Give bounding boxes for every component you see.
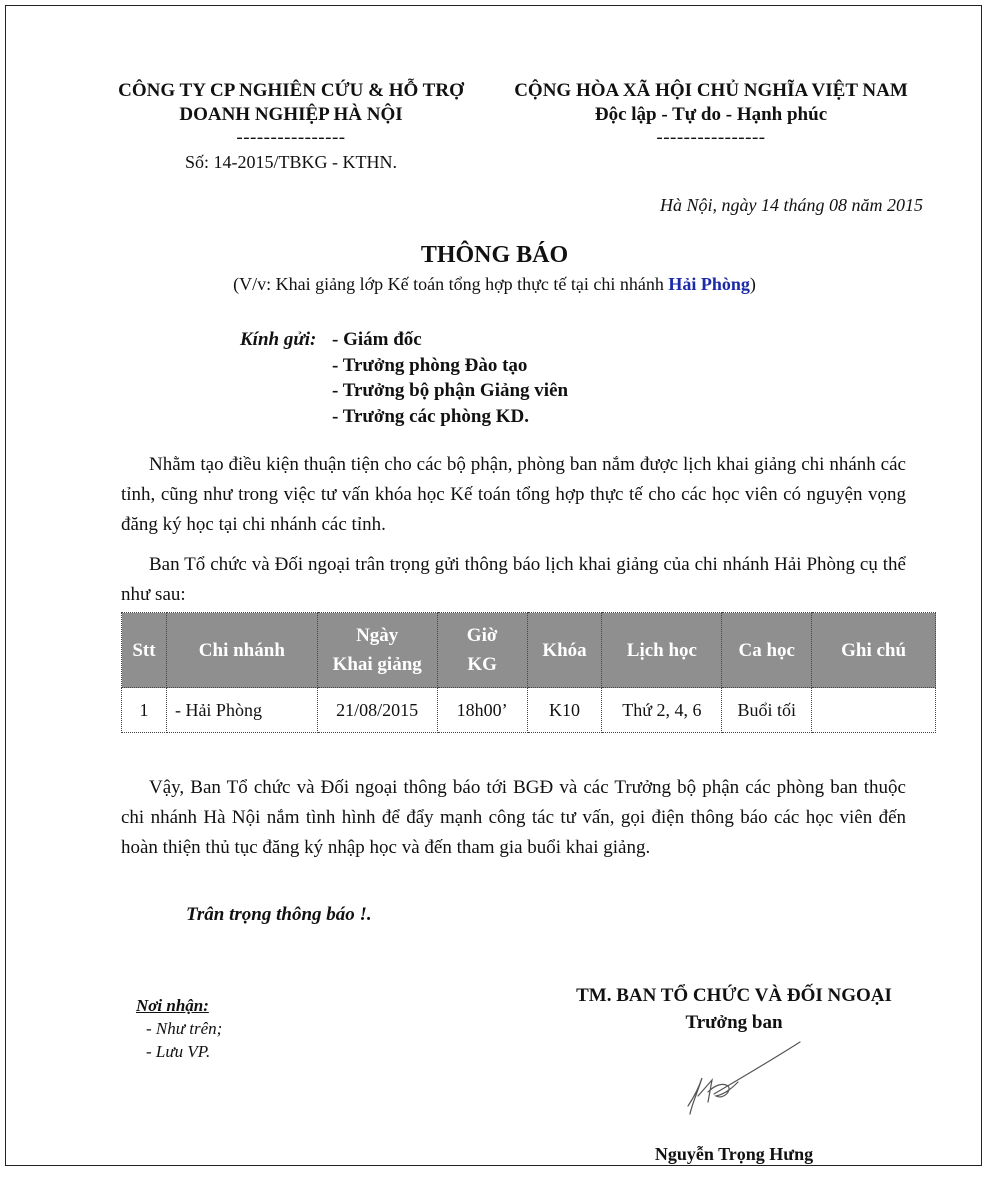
cell-start-date: 21/08/2015 (317, 688, 437, 733)
recipient-item: - Giám đốc (332, 329, 422, 350)
document-subtitle (6, 274, 983, 295)
company-name-line1: CÔNG TY CP NGHIÊN CỨU & HỖ TRỢ (118, 80, 464, 101)
cell-schedule: Thứ 2, 4, 6 (602, 688, 722, 733)
paragraph-text: Ban Tổ chức và Đối ngoại trân trọng gửi thông báo lịch khai giảng của chi nhánh Hải Phòng cụ thể như sau: (121, 554, 906, 605)
signature-title-block (544, 982, 924, 1036)
col-header-time (437, 613, 527, 688)
document-title: THÔNG BÁO (420, 242, 569, 268)
header-line: KG (467, 654, 497, 675)
company-header (101, 79, 481, 175)
cell-note (812, 688, 936, 733)
date-line: Hà Nội, ngày 14 tháng 08 năm 2015 (660, 195, 923, 215)
table-header-row (122, 613, 936, 688)
closing-line: Trân trọng thông báo !. (186, 904, 372, 925)
receiver-item: - Lưu VP. (146, 1042, 211, 1061)
paragraph-text: Vậy, Ban Tổ chức và Đối ngoại thông báo tới BGĐ và các Trưởng bộ phận các phòng ban thuộc chi nhánh Hà Nội nắm tình hình để đẩy mạnh công tác tư vấn, gọi điện thông báo các học viên đến hoàn thiện thủ tục đăng ký nhập học và đến tham gia buổi khai giảng. (121, 777, 906, 858)
cell-branch: - Hải Phòng (166, 688, 317, 733)
recipient-item: - Trưởng bộ phận Giảng viên (332, 380, 569, 401)
handwritten-signature (678, 1036, 808, 1126)
header-line: Ngày (356, 625, 399, 646)
schedule-table (121, 612, 936, 733)
body-paragraph-2 (121, 550, 906, 610)
col-header-stt: Stt (122, 613, 167, 688)
signing-organization: TM. BAN TỔ CHỨC VÀ ĐỐI NGOẠI (576, 985, 892, 1006)
cell-course: K10 (527, 688, 602, 733)
recipient-item: - Trưởng các phòng KD. (332, 405, 529, 427)
subtitle-branch: Hải Phòng (668, 274, 750, 294)
table-row (122, 688, 936, 733)
nation-motto: Độc lập - Tự do - Hạnh phúc (594, 104, 828, 125)
right-header-rule: ---------------- (656, 127, 766, 148)
paragraph-text: Nhằm tạo điều kiện thuận tiện cho các bộ phận, phòng ban nắm được lịch khai giảng chi nhánh các tỉnh, cũng như trong việc tư vấn khóa học Kế toán tổng hợp thực tế cho các học viên có nguyện vọng đăng ký học tại chi nhánh các tỉnh. (121, 454, 906, 535)
col-header-note: Ghi chú (812, 613, 936, 688)
document-number: Số: 14-2015/TBKG - KTHN. (185, 152, 397, 172)
header-line: Khai giảng (332, 654, 422, 675)
cell-time: 18h00’ (437, 688, 527, 733)
cell-shift: Buổi tối (722, 688, 812, 733)
signer-name: Nguyễn Trọng Hưng (654, 1144, 814, 1164)
left-header-rule: ---------------- (236, 127, 346, 148)
recipients-label: Kính gửi: (240, 329, 317, 350)
recipient-item: - Trưởng phòng Đào tạo (332, 354, 528, 376)
header-line: Giờ (466, 625, 498, 646)
signer-role: Trưởng ban (685, 1012, 783, 1033)
body-paragraph-3 (121, 773, 906, 863)
col-header-shift: Ca học (722, 613, 812, 688)
receivers-block (136, 994, 222, 1063)
receivers-label: Nơi nhận: (136, 996, 209, 1015)
document-page (5, 5, 982, 1166)
cell-stt: 1 (122, 688, 167, 733)
col-header-course: Khóa (527, 613, 602, 688)
recipients-block (240, 327, 568, 429)
national-motto-header (501, 79, 921, 149)
nation-name: CỘNG HÒA XÃ HỘI CHỦ NGHĨA VIỆT NAM (514, 80, 908, 101)
col-header-start-date (317, 613, 437, 688)
subtitle-suffix: ) (749, 274, 756, 294)
receiver-item: - Như trên; (146, 1019, 223, 1038)
body-paragraph-1 (121, 450, 906, 540)
company-name-line2: DOANH NGHIỆP HÀ NỘI (179, 104, 403, 125)
col-header-branch: Chi nhánh (166, 613, 317, 688)
subtitle-prefix: (V/v: Khai giảng lớp Kế toán tổng hợp thực tế tại chi nhánh (233, 274, 669, 294)
col-header-schedule: Lịch học (602, 613, 722, 688)
